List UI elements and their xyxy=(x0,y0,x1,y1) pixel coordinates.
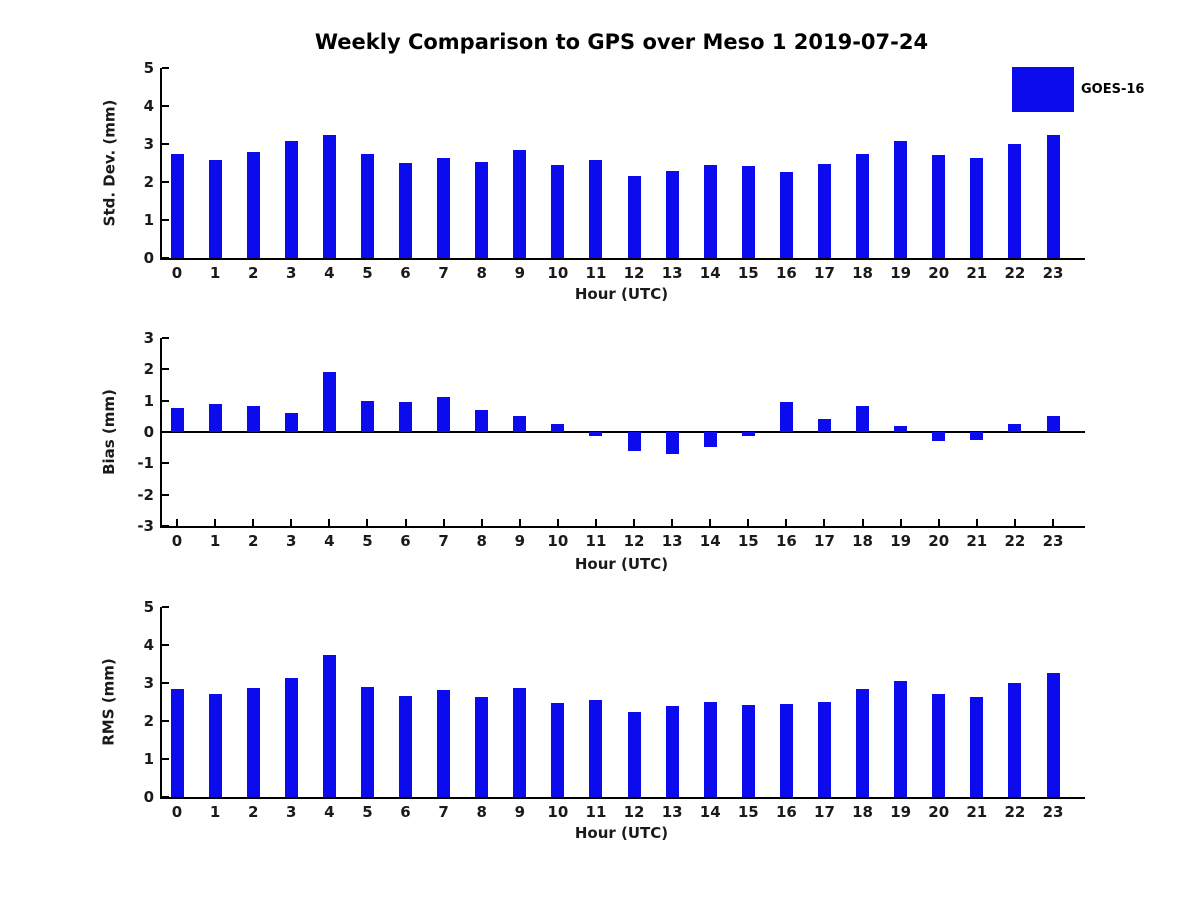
x-tick-label-0: 0 xyxy=(171,264,183,282)
x-tick-label-15: 15 xyxy=(737,264,759,282)
bar-hour-19 xyxy=(894,141,907,258)
bar-hour-19 xyxy=(894,681,907,797)
x-tick-label-22: 22 xyxy=(1004,803,1026,821)
bar-hour-6 xyxy=(399,696,412,797)
bar-hour-14 xyxy=(704,165,717,258)
x-tick-label-18: 18 xyxy=(852,264,873,282)
y-tick-label-5: 5 xyxy=(143,598,154,616)
x-tick-label-16: 16 xyxy=(775,803,797,821)
x-tick-label-1: 1 xyxy=(209,264,221,282)
x-tick-label-14: 14 xyxy=(699,264,721,282)
bar-hour-14 xyxy=(704,432,717,447)
x-tick-label-7: 7 xyxy=(438,532,449,550)
y-tick-label--1: -1 xyxy=(137,454,154,473)
x-tick-label-2: 2 xyxy=(247,803,259,821)
x-tick-label-17: 17 xyxy=(814,264,835,282)
y-tick-mark xyxy=(162,720,169,722)
y-tick-mark xyxy=(162,368,169,370)
x-tick-mark xyxy=(252,519,254,526)
bar-hour-10 xyxy=(551,424,564,432)
bar-hour-0 xyxy=(171,408,184,432)
bar-hour-16 xyxy=(780,704,793,797)
y-tick-label-3: 3 xyxy=(143,329,154,347)
bar-hour-15 xyxy=(742,705,755,797)
bar-hour-1 xyxy=(209,404,222,432)
rms-xaxis-label: Hour (UTC) xyxy=(574,824,669,842)
x-tick-mark xyxy=(671,519,673,526)
bar-hour-3 xyxy=(285,413,298,432)
x-tick-label-11: 11 xyxy=(585,264,607,282)
y-tick-mark xyxy=(162,257,169,259)
bar-hour-8 xyxy=(475,162,488,258)
bar-hour-15 xyxy=(742,166,755,258)
x-tick-mark xyxy=(595,519,597,526)
y-tick-mark xyxy=(162,462,169,464)
bar-hour-13 xyxy=(666,706,679,797)
rms-axis-label: RMS (mm) xyxy=(100,658,119,746)
bar-hour-12 xyxy=(628,712,641,798)
x-tick-mark xyxy=(976,519,978,526)
y-tick-mark xyxy=(162,682,169,684)
x-tick-label-18: 18 xyxy=(852,803,873,821)
bar-hour-23 xyxy=(1047,673,1060,797)
y-tick-mark xyxy=(162,337,169,339)
x-tick-label-5: 5 xyxy=(362,532,373,550)
x-tick-label-21: 21 xyxy=(966,532,988,550)
chart-title: Weekly Comparison to GPS over Meso 1 2019-07-24 xyxy=(314,30,929,54)
x-tick-label-23: 23 xyxy=(1042,532,1064,550)
x-tick-label-4: 4 xyxy=(324,532,335,550)
bar-hour-11 xyxy=(589,700,602,797)
x-tick-label-6: 6 xyxy=(400,532,411,550)
x-tick-label-9: 9 xyxy=(514,532,525,550)
stddev-ylabel-box xyxy=(96,68,122,258)
x-tick-label-15: 15 xyxy=(737,532,759,550)
bias-plot-area xyxy=(137,329,1085,550)
bar-hour-13 xyxy=(666,432,679,454)
x-tick-mark xyxy=(1052,519,1054,526)
bar-hour-9 xyxy=(513,688,526,797)
bar-hour-17 xyxy=(818,419,831,432)
bar-hour-4 xyxy=(323,372,336,432)
y-tick-label-5: 5 xyxy=(143,59,154,77)
bar-hour-0 xyxy=(171,154,184,259)
x-tick-label-23: 23 xyxy=(1042,803,1064,821)
x-tick-mark xyxy=(862,519,864,526)
bar-hour-4 xyxy=(323,135,336,259)
bar-hour-12 xyxy=(628,176,641,258)
bar-hour-22 xyxy=(1008,424,1021,432)
bar-hour-14 xyxy=(704,702,717,797)
x-tick-mark xyxy=(785,519,787,526)
x-tick-mark xyxy=(557,519,559,526)
x-tick-label-13: 13 xyxy=(661,532,683,550)
bar-hour-3 xyxy=(285,678,298,797)
x-tick-label-14: 14 xyxy=(699,803,721,821)
y-tick-mark xyxy=(162,758,169,760)
y-tick-label-1: 1 xyxy=(143,750,154,768)
y-tick-mark xyxy=(162,219,169,221)
bar-hour-17 xyxy=(818,164,831,258)
bar-hour-8 xyxy=(475,410,488,432)
x-tick-label-20: 20 xyxy=(928,264,950,282)
x-tick-label-12: 12 xyxy=(623,803,645,821)
x-tick-label-10: 10 xyxy=(547,264,569,282)
rms-plot-area xyxy=(143,598,1085,821)
bar-hour-6 xyxy=(399,163,412,258)
bar-hour-22 xyxy=(1008,144,1021,258)
x-tick-label-19: 19 xyxy=(890,803,912,821)
x-tick-label-20: 20 xyxy=(928,532,950,550)
x-tick-mark xyxy=(747,519,749,526)
x-tick-label-14: 14 xyxy=(699,532,721,550)
x-tick-mark xyxy=(823,519,825,526)
x-tick-label-12: 12 xyxy=(623,532,645,550)
bar-hour-10 xyxy=(551,165,564,258)
x-tick-mark xyxy=(328,519,330,526)
bar-hour-2 xyxy=(247,406,260,432)
bar-hour-9 xyxy=(513,416,526,432)
y-tick-mark xyxy=(162,105,169,107)
bar-hour-23 xyxy=(1047,135,1060,259)
bar-hour-18 xyxy=(856,689,869,797)
y-tick-mark xyxy=(162,644,169,646)
x-tick-label-13: 13 xyxy=(661,264,683,282)
bias-axis-label: Bias (mm) xyxy=(100,389,119,475)
y-tick-label--2: -2 xyxy=(137,485,154,504)
bar-hour-18 xyxy=(856,406,869,432)
bar-hour-0 xyxy=(171,689,184,797)
y-tick-label-0: 0 xyxy=(143,423,154,441)
legend-label: GOES-16 xyxy=(1081,82,1145,97)
bar-hour-10 xyxy=(551,703,564,797)
x-tick-mark xyxy=(176,519,178,526)
x-tick-label-12: 12 xyxy=(623,264,645,282)
bar-hour-17 xyxy=(818,702,831,797)
bias-xaxis-label: Hour (UTC) xyxy=(574,555,669,573)
bar-hour-1 xyxy=(209,694,222,797)
x-tick-label-22: 22 xyxy=(1004,264,1026,282)
x-tick-label-17: 17 xyxy=(814,803,835,821)
bar-hour-21 xyxy=(970,158,983,258)
x-tick-label-8: 8 xyxy=(476,803,487,821)
bar-hour-2 xyxy=(247,152,260,258)
bar-hour-23 xyxy=(1047,416,1060,432)
x-tick-label-2: 2 xyxy=(247,264,259,282)
stddev-xaxis-label: Hour (UTC) xyxy=(574,285,669,303)
x-tick-label-3: 3 xyxy=(286,264,297,282)
y-tick-label-0: 0 xyxy=(143,788,154,806)
y-tick-mark xyxy=(162,494,169,496)
bar-hour-20 xyxy=(932,694,945,797)
bar-hour-21 xyxy=(970,432,983,440)
stddev-plot-area xyxy=(143,59,1085,282)
bar-hour-6 xyxy=(399,402,412,432)
x-tick-label-11: 11 xyxy=(585,532,607,550)
x-tick-label-1: 1 xyxy=(209,803,221,821)
y-tick-label-1: 1 xyxy=(143,211,154,229)
x-tick-label-10: 10 xyxy=(547,803,569,821)
x-tick-label-4: 4 xyxy=(324,803,335,821)
x-tick-label-8: 8 xyxy=(476,264,487,282)
x-tick-label-0: 0 xyxy=(171,532,183,550)
bar-hour-11 xyxy=(589,160,602,258)
bar-hour-3 xyxy=(285,141,298,258)
bar-hour-5 xyxy=(361,401,374,432)
bar-hour-4 xyxy=(323,655,336,798)
x-tick-label-5: 5 xyxy=(362,264,373,282)
x-tick-label-6: 6 xyxy=(400,264,411,282)
x-tick-mark xyxy=(519,519,521,526)
bar-hour-22 xyxy=(1008,683,1021,797)
y-tick-mark xyxy=(162,796,169,798)
bar-hour-11 xyxy=(589,432,602,436)
x-tick-label-17: 17 xyxy=(814,532,835,550)
x-tick-label-15: 15 xyxy=(737,803,759,821)
x-tick-mark xyxy=(900,519,902,526)
bar-hour-19 xyxy=(894,426,907,432)
bar-hour-13 xyxy=(666,171,679,258)
y-tick-label-2: 2 xyxy=(143,173,154,191)
y-tick-label-1: 1 xyxy=(143,391,154,410)
x-tick-label-13: 13 xyxy=(661,803,683,821)
y-tick-mark xyxy=(162,67,169,69)
x-tick-mark xyxy=(633,519,635,526)
x-tick-mark xyxy=(938,519,940,526)
bar-hour-9 xyxy=(513,150,526,258)
y-tick-label-3: 3 xyxy=(143,674,154,692)
x-tick-label-8: 8 xyxy=(476,532,487,550)
x-tick-label-0: 0 xyxy=(171,803,183,821)
bar-hour-20 xyxy=(932,155,945,258)
y-tick-label-2: 2 xyxy=(143,712,154,730)
x-tick-mark xyxy=(481,519,483,526)
x-tick-label-19: 19 xyxy=(890,264,912,282)
bar-hour-16 xyxy=(780,402,793,432)
x-tick-label-20: 20 xyxy=(928,803,950,821)
x-tick-label-3: 3 xyxy=(286,532,297,550)
x-tick-label-21: 21 xyxy=(966,264,988,282)
bar-hour-5 xyxy=(361,687,374,797)
y-tick-mark xyxy=(162,400,169,402)
y-tick-label-2: 2 xyxy=(143,360,154,379)
x-tick-label-18: 18 xyxy=(852,532,873,550)
y-tick-label-3: 3 xyxy=(143,135,154,153)
rms-ylabel-box xyxy=(96,607,122,797)
y-tick-label-4: 4 xyxy=(143,636,154,654)
bar-hour-7 xyxy=(437,690,450,797)
x-tick-mark xyxy=(443,519,445,526)
bar-hour-1 xyxy=(209,160,222,258)
x-tick-label-10: 10 xyxy=(547,532,569,550)
x-tick-label-6: 6 xyxy=(400,803,411,821)
bar-hour-16 xyxy=(780,172,793,258)
y-tick-mark xyxy=(162,143,169,145)
x-tick-mark xyxy=(1014,519,1016,526)
x-tick-label-5: 5 xyxy=(362,803,373,821)
bar-hour-15 xyxy=(742,432,755,436)
stddev-axis-label: Std. Dev. (mm) xyxy=(100,99,119,227)
bar-hour-20 xyxy=(932,432,945,441)
bar-hour-5 xyxy=(361,154,374,259)
x-tick-label-11: 11 xyxy=(585,803,607,821)
x-tick-mark xyxy=(290,519,292,526)
bar-hour-18 xyxy=(856,154,869,259)
bar-hour-8 xyxy=(475,697,488,797)
x-tick-label-21: 21 xyxy=(966,803,988,821)
x-tick-mark xyxy=(709,519,711,526)
x-tick-label-4: 4 xyxy=(324,264,335,282)
bar-hour-12 xyxy=(628,432,641,451)
bar-hour-21 xyxy=(970,697,983,797)
x-tick-label-19: 19 xyxy=(890,532,912,550)
x-tick-label-1: 1 xyxy=(209,532,221,550)
y-tick-label--3: -3 xyxy=(137,517,154,535)
bar-hour-7 xyxy=(437,158,450,258)
y-tick-label-0: 0 xyxy=(143,249,154,267)
bar-hour-2 xyxy=(247,688,260,797)
x-tick-mark xyxy=(366,519,368,526)
x-tick-label-7: 7 xyxy=(438,803,449,821)
x-tick-label-22: 22 xyxy=(1004,532,1026,550)
x-tick-label-7: 7 xyxy=(438,264,449,282)
x-tick-label-2: 2 xyxy=(247,532,259,550)
y-tick-label-4: 4 xyxy=(143,97,154,115)
x-tick-label-16: 16 xyxy=(775,264,797,282)
x-tick-label-3: 3 xyxy=(286,803,297,821)
bar-hour-7 xyxy=(437,397,450,432)
x-tick-mark xyxy=(405,519,407,526)
x-tick-mark xyxy=(214,519,216,526)
x-tick-label-23: 23 xyxy=(1042,264,1064,282)
y-tick-mark xyxy=(162,525,169,527)
y-tick-mark xyxy=(162,606,169,608)
zero-baseline xyxy=(162,431,1085,433)
x-tick-label-9: 9 xyxy=(514,264,525,282)
y-tick-mark xyxy=(162,181,169,183)
x-tick-label-9: 9 xyxy=(514,803,525,821)
x-tick-label-16: 16 xyxy=(775,532,797,550)
bias-ylabel-box xyxy=(96,338,122,526)
